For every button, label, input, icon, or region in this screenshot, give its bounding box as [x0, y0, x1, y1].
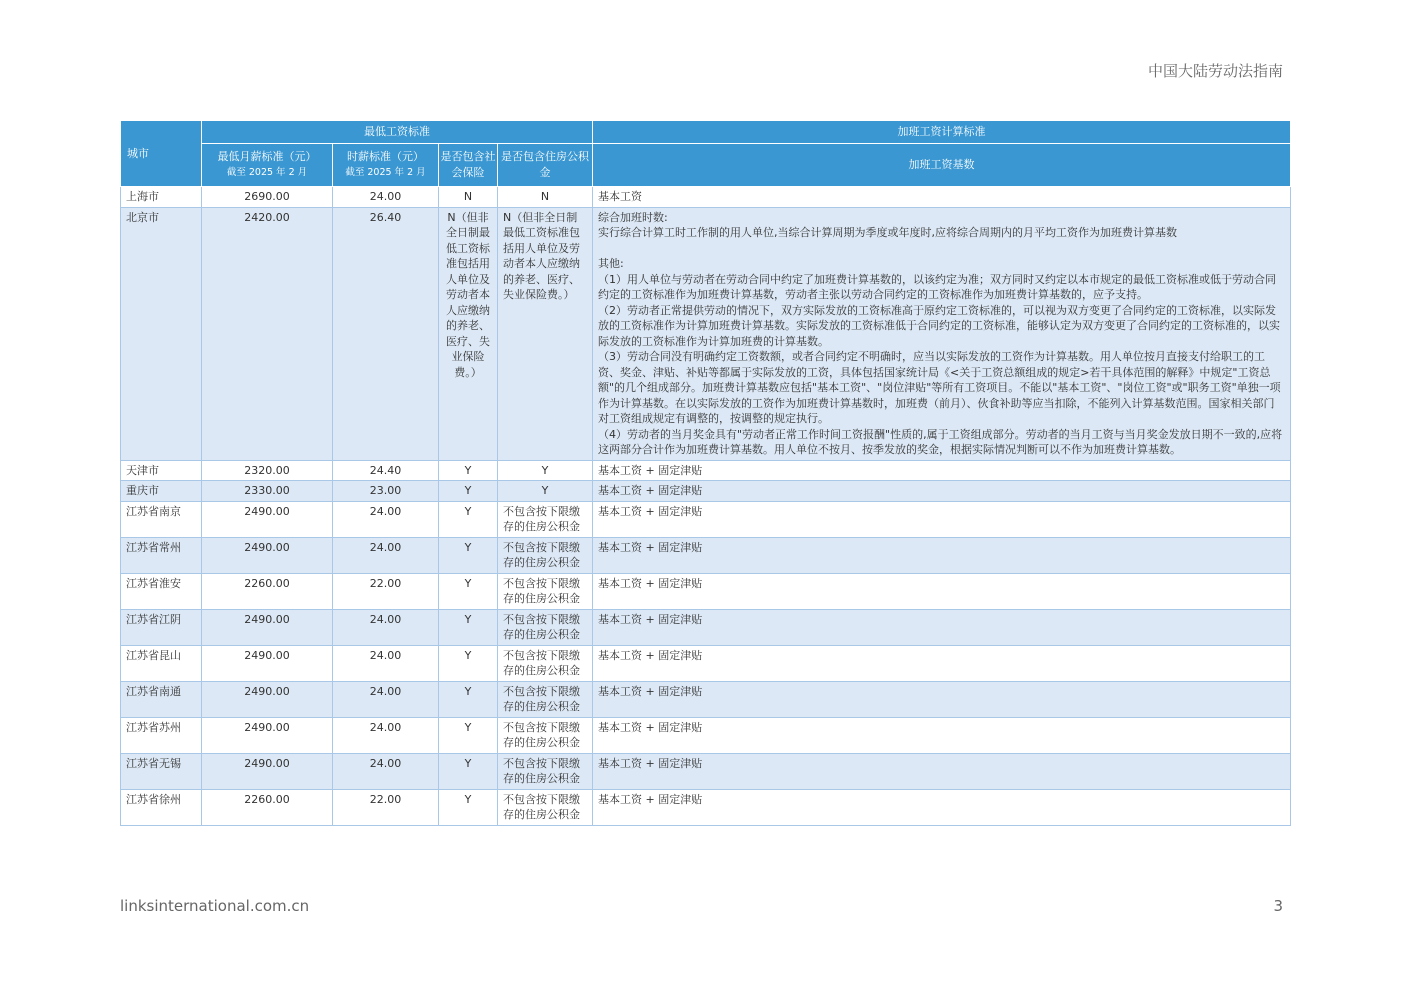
monthly-wage-cell: 2490.00	[202, 717, 333, 753]
housing-fund-cell: 不包含按下限缴存的住房公积金	[498, 717, 593, 753]
column-header-monthly	[202, 144, 333, 187]
city-cell: 江苏省淮安	[121, 573, 202, 609]
table-row	[121, 573, 1291, 609]
overtime-rule-line: 其他:	[598, 257, 624, 270]
social-insurance-cell: Y	[439, 573, 498, 609]
social-insurance-cell: N（但非全日制最低工资标准包括用人单位及劳动者本人应缴纳的养老、医疗、失业保险费。）	[439, 207, 498, 460]
monthly-wage-cell: 2490.00	[202, 681, 333, 717]
overtime-base-cell: 基本工资 + 固定津贴	[593, 460, 1291, 481]
monthly-wage-cell: 2490.00	[202, 609, 333, 645]
social-insurance-cell: Y	[439, 501, 498, 537]
hourly-wage-cell: 24.00	[333, 537, 439, 573]
overtime-base-cell: 基本工资	[593, 187, 1291, 208]
city-cell: 天津市	[121, 460, 202, 481]
column-header-social-insurance: 是否包含社会保险	[439, 144, 498, 187]
city-cell: 江苏省常州	[121, 537, 202, 573]
monthly-wage-cell: 2420.00	[202, 207, 333, 460]
housing-fund-cell: 不包含按下限缴存的住房公积金	[498, 609, 593, 645]
social-insurance-cell: Y	[439, 717, 498, 753]
monthly-header-label: 最低月薪标准（元）	[217, 150, 317, 163]
city-cell: 江苏省南通	[121, 681, 202, 717]
city-cell: 江苏省江阴	[121, 609, 202, 645]
monthly-wage-cell: 2490.00	[202, 537, 333, 573]
overtime-base-cell: 基本工资 + 固定津贴	[593, 753, 1291, 789]
monthly-wage-cell: 2490.00	[202, 501, 333, 537]
city-cell: 北京市	[121, 207, 202, 460]
footer-website[interactable]: linksinternational.com.cn	[120, 897, 310, 915]
column-header-overtime-base: 加班工资基数	[593, 144, 1291, 187]
table-row	[121, 753, 1291, 789]
table-row	[121, 717, 1291, 753]
column-header-housing-fund: 是否包含住房公积金	[498, 144, 593, 187]
column-header-city: 城市	[121, 121, 202, 187]
city-cell: 江苏省苏州	[121, 717, 202, 753]
social-insurance-cell: Y	[439, 609, 498, 645]
overtime-base-cell: 基本工资 + 固定津贴	[593, 537, 1291, 573]
social-insurance-cell: Y	[439, 460, 498, 481]
hourly-header-date: 截至 2025 年 2 月	[345, 167, 426, 178]
monthly-wage-cell: 2330.00	[202, 481, 333, 502]
city-cell: 上海市	[121, 187, 202, 208]
document-title: 中国大陆劳动法指南	[1147, 62, 1283, 80]
table-row	[121, 609, 1291, 645]
minimum-wage-table	[120, 120, 1291, 826]
table-row	[121, 207, 1291, 460]
monthly-header-date: 截至 2025 年 2 月	[226, 167, 308, 178]
table-row	[121, 460, 1291, 481]
overtime-base-cell: 基本工资 + 固定津贴	[593, 681, 1291, 717]
city-cell: 江苏省昆山	[121, 645, 202, 681]
monthly-wage-cell: 2260.00	[202, 789, 333, 825]
overtime-base-cell: 基本工资 + 固定津贴	[593, 717, 1291, 753]
overtime-base-cell: 基本工资 + 固定津贴	[593, 573, 1291, 609]
overtime-base-cell: 基本工资 + 固定津贴	[593, 645, 1291, 681]
hourly-wage-cell: 23.00	[333, 481, 439, 502]
overtime-base-cell: 基本工资 + 固定津贴	[593, 609, 1291, 645]
housing-fund-cell: N（但非全日制最低工资标准包括用人单位及劳动者本人应缴纳的养老、医疗、失业保险费。）	[498, 207, 593, 460]
social-insurance-cell: Y	[439, 789, 498, 825]
city-cell: 江苏省无锡	[121, 753, 202, 789]
table-row	[121, 501, 1291, 537]
overtime-base-cell: 基本工资 + 固定津贴	[593, 789, 1291, 825]
social-insurance-cell: Y	[439, 753, 498, 789]
hourly-wage-cell: 24.40	[333, 460, 439, 481]
hourly-wage-cell: 24.00	[333, 645, 439, 681]
hourly-wage-cell: 24.00	[333, 187, 439, 208]
monthly-wage-cell: 2260.00	[202, 573, 333, 609]
overtime-rule-line: （4）劳动者的当月奖金具有"劳动者正常工作时间工资报酬"性质的,属于工资组成部分。劳动者的当月工资与当月奖金发放日期不一致的,应将这两部分合计作为加班费计算基数。用人单位不按月、按季发放的奖金，根据实际情况判断可以不作为加班费计算基数。	[598, 427, 1283, 456]
monthly-wage-cell: 2690.00	[202, 187, 333, 208]
social-insurance-cell: N	[439, 187, 498, 208]
column-group-overtime: 加班工资计算标准	[593, 121, 1291, 144]
social-insurance-cell: Y	[439, 537, 498, 573]
housing-fund-cell: N	[498, 187, 593, 208]
hourly-wage-cell: 24.00	[333, 753, 439, 789]
housing-fund-cell: 不包含按下限缴存的住房公积金	[498, 681, 593, 717]
table-row	[121, 537, 1291, 573]
hourly-wage-cell: 24.00	[333, 609, 439, 645]
table-row	[121, 187, 1291, 208]
housing-fund-cell: Y	[498, 460, 593, 481]
table-row	[121, 789, 1291, 825]
housing-fund-cell: 不包含按下限缴存的住房公积金	[498, 753, 593, 789]
monthly-wage-cell: 2490.00	[202, 645, 333, 681]
monthly-wage-cell: 2490.00	[202, 753, 333, 789]
page-number: 3	[1273, 897, 1283, 915]
housing-fund-cell: 不包含按下限缴存的住房公积金	[498, 645, 593, 681]
social-insurance-cell: Y	[439, 681, 498, 717]
overtime-rule-line: （2）劳动者正常提供劳动的情况下，双方实际发放的工资标准高于原约定工资标准的，可以视为双方变更了合同约定的工资标准，以实际发放的工资标准作为计算加班费计算基数。实际发放的工资标准低于合同约定的工资标准，能够认定为双方变更了合同约定的工资标准的，以实际发放的工资标准作为计算加班费的计算基数。	[598, 303, 1280, 348]
table-row	[121, 481, 1291, 502]
overtime-base-cell	[593, 207, 1291, 460]
table-row	[121, 645, 1291, 681]
overtime-rule-line: （1）用人单位与劳动者在劳动合同中约定了加班费计算基数的，以该约定为准；双方同时又约定以本市规定的最低工资标准或低于劳动合同约定的工资标准作为加班费计算基数，劳动者主张以劳动合同约定的工资标准作为加班费计算基数的，应予支持。	[598, 272, 1276, 301]
housing-fund-cell: 不包含按下限缴存的住房公积金	[498, 501, 593, 537]
overtime-rule-spacer	[598, 241, 1285, 257]
housing-fund-cell: Y	[498, 481, 593, 502]
hourly-wage-cell: 22.00	[333, 573, 439, 609]
housing-fund-cell: 不包含按下限缴存的住房公积金	[498, 537, 593, 573]
hourly-wage-cell: 26.40	[333, 207, 439, 460]
city-cell: 江苏省徐州	[121, 789, 202, 825]
hourly-header-label: 时薪标准（元）	[347, 150, 424, 163]
social-insurance-cell: Y	[439, 481, 498, 502]
city-cell: 重庆市	[121, 481, 202, 502]
table-row	[121, 681, 1291, 717]
social-insurance-cell: Y	[439, 645, 498, 681]
hourly-wage-cell: 24.00	[333, 717, 439, 753]
monthly-wage-cell: 2320.00	[202, 460, 333, 481]
overtime-rule-line: 实行综合计算工时工作制的用人单位,当综合计算周期为季度或年度时,应将综合周期内的月平均工资作为加班费计算基数	[598, 226, 1177, 239]
overtime-base-cell: 基本工资 + 固定津贴	[593, 501, 1291, 537]
housing-fund-cell: 不包含按下限缴存的住房公积金	[498, 573, 593, 609]
housing-fund-cell: 不包含按下限缴存的住房公积金	[498, 789, 593, 825]
city-cell: 江苏省南京	[121, 501, 202, 537]
overtime-rule-line: （3）劳动合同没有明确约定工资数额，或者合同约定不明确时，应当以实际发放的工资作为计算基数。用人单位按月直接支付给职工的工资、奖金、津贴、补贴等都属于实际发放的工资，具体包括国家统计局《<关于工资总额组成的规定>若干具体范围的解释》中规定"工资总额"的几个组成部分。加班费计算基数应包括"基本工资"、"岗位津贴"等所有工资项目。不能以"基本工资"、"岗位工资"或"职务工资"单独一项作为计算基数。在以实际发放的工资作为加班费计算基数时，加班费（前月）、伙食补助等应当扣除，不能列入计算基数范围。国家相关部门对工资组成规定有调整的，按调整的规定执行。	[598, 350, 1281, 425]
hourly-wage-cell: 22.00	[333, 789, 439, 825]
column-group-min-wage: 最低工资标准	[202, 121, 593, 144]
column-header-hourly	[333, 144, 439, 187]
hourly-wage-cell: 24.00	[333, 501, 439, 537]
overtime-rule-line: 综合加班时数:	[598, 210, 668, 224]
overtime-base-cell: 基本工资 + 固定津贴	[593, 481, 1291, 502]
hourly-wage-cell: 24.00	[333, 681, 439, 717]
